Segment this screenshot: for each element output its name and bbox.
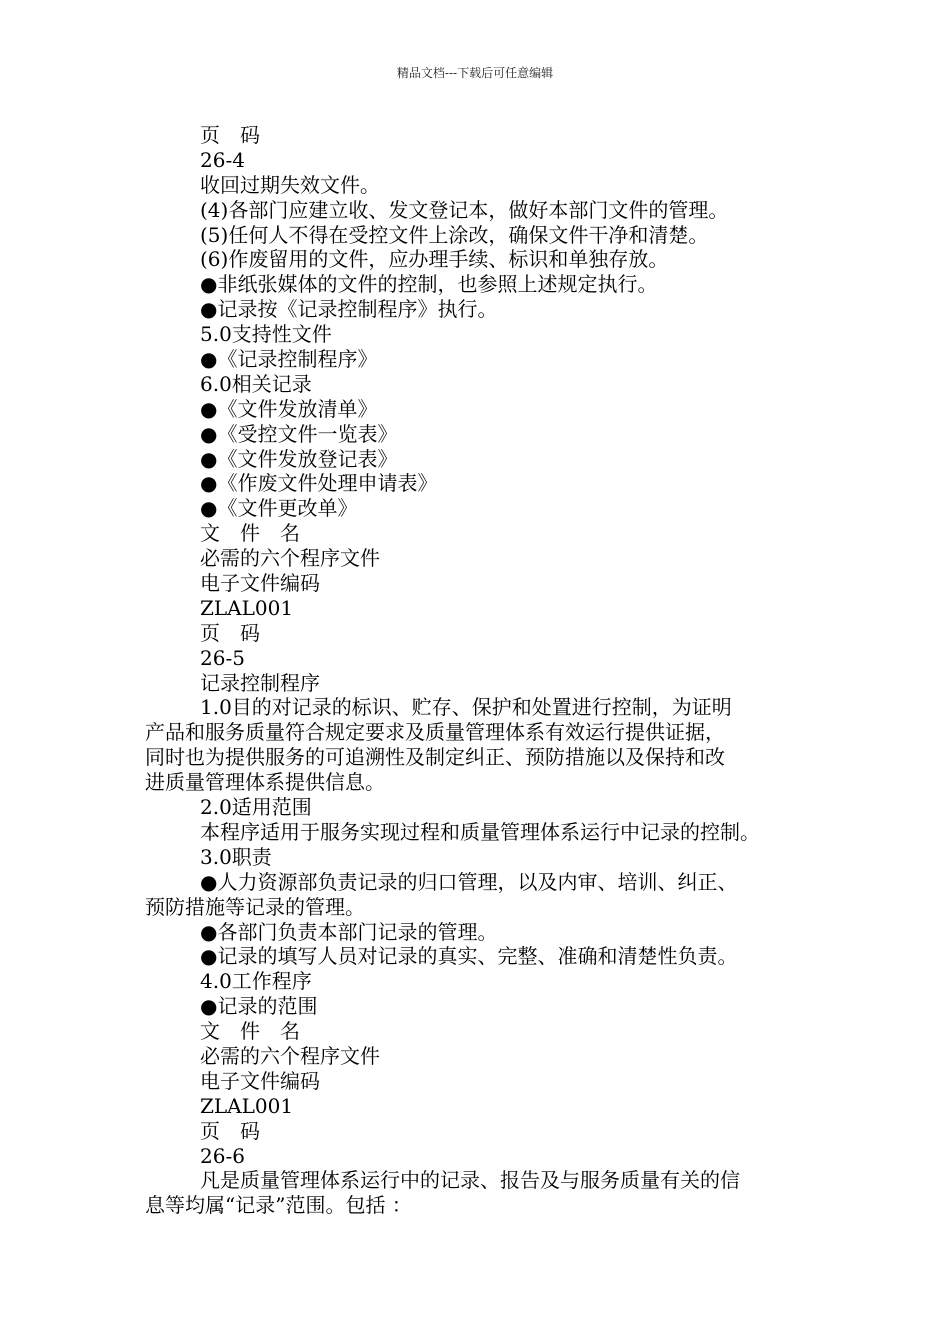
- text-line: ●《作废文件处理申请表》: [200, 471, 438, 496]
- text-line: 凡是质量管理体系运行中的记录、报告及与服务质量有关的信: [200, 1168, 740, 1193]
- text-line: 文 件 名: [200, 521, 300, 546]
- text-block-1: [145, 123, 815, 695]
- text-line: 收回过期失效文件。: [200, 172, 380, 197]
- text-line: ●《受控文件一览表》: [200, 421, 398, 446]
- text-block-2: [145, 795, 815, 1218]
- text-line: 26-4: [200, 147, 245, 172]
- text-line: 电子文件编码: [200, 1068, 320, 1093]
- text-line: ●人力资源部负责记录的归口管理，以及内审、培训、纠正、: [200, 869, 738, 894]
- text-line: ●《记录控制程序》: [200, 347, 378, 372]
- purpose-paragraph: [145, 695, 815, 795]
- text-line: 必需的六个程序文件: [200, 1043, 380, 1068]
- text-line: ●记录的范围: [200, 994, 318, 1019]
- text-line: ●各部门负责本部门记录的管理。: [200, 919, 498, 944]
- text-line: 4.0工作程序: [200, 969, 312, 994]
- paragraph-line: 同时也为提供服务的可追溯性及制定纠正、预防措施以及保持和改: [145, 745, 725, 770]
- text-line: 电子文件编码: [200, 571, 320, 596]
- text-line: 预防措施等记录的管理。: [145, 894, 365, 919]
- text-line: ●《文件发放登记表》: [200, 446, 398, 471]
- text-line: ●非纸张媒体的文件的控制，也参照上述规定执行。: [200, 272, 658, 297]
- text-line: ●记录的填写人员对记录的真实、完整、准确和清楚性负责。: [200, 944, 738, 969]
- text-line: (5)任何人不得在受控文件上涂改，确保文件干净和清楚。: [200, 222, 709, 247]
- paragraph-line: 产品和服务质量符合规定要求及质量管理体系有效运行提供证据，: [145, 720, 725, 745]
- paragraph-line: 进质量管理体系提供信息。: [145, 770, 385, 795]
- text-line: 6.0相关记录: [200, 371, 312, 396]
- text-line: 必需的六个程序文件: [200, 546, 380, 571]
- paragraph-line: 1.0目的对记录的标识、贮存、保护和处置进行控制，为证明: [200, 695, 732, 720]
- text-line: 本程序适用于服务实现过程和质量管理体系运行中记录的控制。: [200, 819, 760, 844]
- text-line: 记录控制程序: [200, 670, 320, 695]
- text-line: 3.0职责: [200, 844, 272, 869]
- text-line: ●《文件发放清单》: [200, 396, 378, 421]
- text-line: 2.0适用范围: [200, 795, 312, 820]
- text-line: ●《文件更改单》: [200, 496, 358, 521]
- text-line: 页 码: [200, 1118, 260, 1143]
- page-header: 精品文档---下载后可任意编辑: [396, 66, 554, 80]
- text-line: 5.0支持性文件: [200, 322, 332, 347]
- text-line: ●记录按《记录控制程序》执行。: [200, 297, 498, 322]
- text-line: (6)作废留用的文件，应办理手续、标识和单独存放。: [200, 247, 669, 272]
- text-line: ZLAL001: [200, 1093, 294, 1118]
- text-line: 页 码: [200, 123, 260, 147]
- text-line: 息等均属“记录”范围。包括 ：: [145, 1193, 412, 1218]
- text-line: 文 件 名: [200, 1019, 300, 1044]
- text-line: 26-6: [200, 1143, 245, 1168]
- text-line: (4)各部门应建立收、发文登记本，做好本部门文件的管理。: [200, 197, 729, 222]
- text-line: 26-5: [200, 645, 245, 670]
- text-line: 页 码: [200, 620, 260, 645]
- text-line: ZLAL001: [200, 595, 294, 620]
- document-body: [145, 123, 815, 1218]
